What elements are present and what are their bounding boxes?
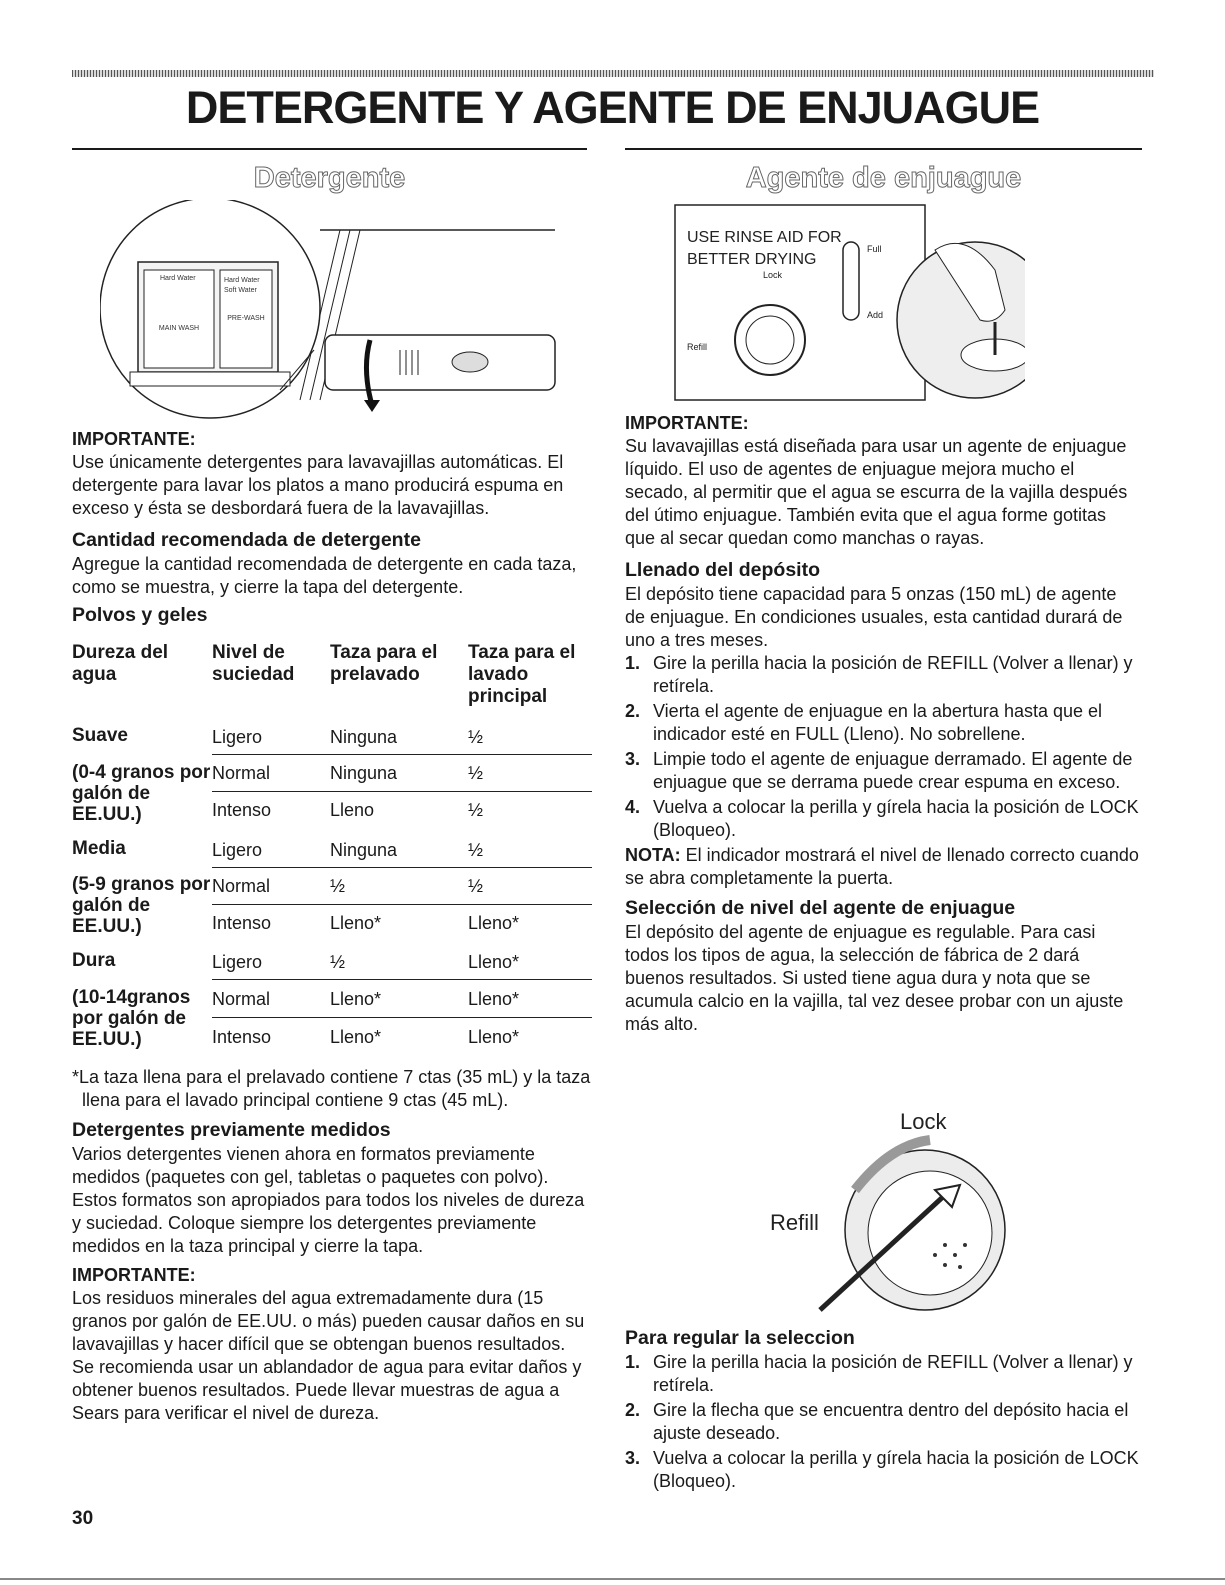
table-row (72, 831, 592, 868)
hardness-range: (10-14granos por galón de EE.UU.) (72, 986, 191, 1050)
table-cell: Lleno* (468, 952, 520, 972)
detergent-dispenser-illustration (100, 200, 590, 420)
premeasured-heading: Detergentes previamente medidos (72, 1118, 391, 1141)
table-cell: Normal (212, 980, 330, 1018)
important2-text: Los residuos minerales del agua extremadamente dura (15 granos por galón de EE.UU. o más) pueden causar daños en su lavavajillas y hacer difícil que se obtengan buenos resultados. Se recomienda usar un ablandador de agua para evitar daños y obtener buenos resultados. Puede llevar muestras de agua a Sears para verificar el nivel de dureza. (72, 1287, 585, 1423)
top-dotted-bar (72, 70, 1154, 77)
table-cell: Lleno* (330, 980, 468, 1018)
step-text: Gire la flecha que se encuentra dentro del depósito hacia el ajuste deseado. (653, 1400, 1129, 1443)
dial-refill-label: Refill (770, 1210, 819, 1235)
left-rule (72, 148, 587, 150)
rinse-aid-full-label: Full (867, 244, 882, 254)
table-cell: Ninguna (330, 839, 398, 860)
fill-text: El depósito tiene capacidad para 5 onzas (150 mL) de agente de enjuague. En condiciones usuales, esta cantidad durará de uno a tres meses. (625, 584, 1123, 650)
hardness-label: Suave (72, 725, 128, 746)
list-item: 3. Limpie todo el agente de enjuague derramado. El agente de enjuague que se derrama puede crear espuma en exceso. (625, 749, 1133, 792)
step-text: Vierta el agente de enjuague en la abertura hasta que el indicador esté en FULL (Lleno). No sobrellene. (653, 701, 1103, 744)
page-title: DETERGENTE Y AGENTE DE ENJUAGUE (185, 82, 1040, 133)
table-row (72, 980, 592, 1018)
note-text: El indicador mostrará el nivel de llenado correcto cuando se abra completamente la puerta. (625, 845, 1139, 888)
rinse-aid-dispenser-illustration (665, 200, 1025, 410)
table-cell: Lleno* (330, 1018, 468, 1058)
fill-steps (625, 652, 1140, 842)
table-cell: Ninguna (330, 727, 398, 747)
list-item: 3. Vuelva a colocar la perilla y gírela hacia la posición de LOCK (Bloqueo). (625, 1448, 1139, 1491)
table-cell: Lleno* (468, 980, 592, 1018)
rinse-aid-add-label: Add (867, 310, 884, 320)
table-row (72, 755, 592, 792)
fill-heading: Llenado del depósito (625, 559, 821, 581)
list-item: 4. Vuelva a colocar la perilla y gírela hacia la posición de LOCK (Bloqueo). (625, 797, 1139, 840)
right-column (625, 412, 1140, 1036)
table-cell: ½ (468, 792, 592, 831)
table-header-prewash: Taza para el prelavado (330, 642, 438, 685)
selection-text: El depósito del agente de enjuague es regulable. Para casi todos los tipos de agua, la selección de fábrica de 2 dará buenos resultados. Si usted tiene agua dura y nota que se acumula calcio en la vajilla, tal vez desee probar con un ajuste más alto. (625, 922, 1124, 1034)
table-cell: Lleno* (468, 904, 592, 943)
table-header-soil: Nivel de suciedad (212, 642, 295, 685)
soft-water-label: Soft Water (224, 287, 257, 294)
table-cell: Intenso (212, 1018, 330, 1058)
step-text: Limpie todo el agente de enjuague derramado. El agente de enjuague que se derrama puede crear espuma en exceso. (653, 749, 1133, 792)
premeasured-text: Varios detergentes vienen ahora en formatos previamente medidos (paquetes con gel, tabletas o paquetes con polvo). Estos formatos son apropiados para todos los niveles de dureza y suciedad. Coloque siempre los detergentes previamente medidos en la taza principal y cierre la tapa. (72, 1143, 585, 1256)
main-wash-label (159, 325, 199, 332)
list-item: 1. Gire la perilla hacia la posición de REFILL (Volver a llenar) y retírela. (625, 1352, 1133, 1395)
regulate-section (625, 1326, 1140, 1495)
powders-heading: Polvos y geles (72, 604, 208, 626)
page-number: 30 (72, 1508, 94, 1529)
rinse-aid-section-title: Agente de enjuague (745, 162, 1022, 194)
table-cell: ½ (468, 839, 484, 860)
table-header-hardness: Dureza del agua (72, 642, 169, 685)
hard-water-label-right: Hard Water (224, 277, 260, 284)
amount-text: Agregue la cantidad recomendada de detergente en cada taza, como se muestra, y cierre la tapa del detergente. (72, 554, 577, 597)
rinse-aid-refill-label: Refill (687, 342, 708, 352)
bottom-rule (0, 1578, 1225, 1580)
note-label: NOTA: (625, 845, 681, 865)
table-cell: Ninguna (330, 755, 468, 792)
svg-text:MAIN WASH: MAIN WASH (158, 325, 200, 332)
important-label: IMPORTANTE: (72, 429, 196, 449)
table-cell: ½ (468, 755, 592, 792)
table-cell: Intenso (212, 904, 330, 943)
regulate-heading: Para regular la seleccion (625, 1327, 855, 1349)
table-header-mainwash: Taza para el lavado principal (468, 642, 576, 707)
list-item: 1. Gire la perilla hacia la posición de REFILL (Volver a llenar) y retírela. (625, 653, 1133, 696)
table-cell: Intenso (212, 792, 330, 831)
right-rule (625, 148, 1142, 150)
step-text: Gire la perilla hacia la posición de REFILL (Volver a llenar) y retírela. (653, 653, 1133, 696)
table-cell: Lleno* (330, 904, 468, 943)
selection-heading: Selección de nivel del agente de enjuague (625, 897, 1016, 919)
table-row (72, 718, 592, 755)
rinse-aid-panel-line1: USE RINSE AID FOR (687, 229, 842, 246)
table-cell: ½ (468, 867, 592, 904)
table-cell: Lleno (330, 792, 468, 831)
table-cell: Ligero (212, 727, 263, 747)
rinse-important-label: IMPORTANTE: (625, 413, 749, 433)
step-text: Vuelva a colocar la perilla y gírela hacia la posición de LOCK (Bloqueo). (653, 1448, 1139, 1491)
step-text: Vuelva a colocar la perilla y gírela hacia la posición de LOCK (Bloqueo). (653, 797, 1139, 840)
table-cell: Ligero (212, 839, 263, 860)
table-row (72, 943, 592, 980)
table-cell: ½ (330, 952, 346, 972)
hard-water-label-left: Hard Water (160, 275, 196, 282)
step-text: Gire la perilla hacia la posición de REFILL (Volver a llenar) y retírela. (653, 1352, 1133, 1395)
table-row (72, 867, 592, 904)
list-item: 2. Gire la flecha que se encuentra dentro del depósito hacia el ajuste deseado. (625, 1400, 1129, 1443)
table-cell: ½ (468, 727, 484, 747)
left-column (72, 428, 592, 1425)
detergent-table (72, 632, 592, 1062)
amount-heading: Cantidad recomendada de detergente (72, 529, 421, 551)
regulate-steps (625, 1351, 1140, 1493)
table-footnote: *La taza llena para el prelavado contiene 7 ctas (35 mL) y la taza llena para el lavado principal contiene 9 ctas (45 mL). (72, 1066, 591, 1110)
rinse-aid-lock-label: Lock (763, 270, 783, 280)
detergent-section-title: Detergente (253, 162, 406, 194)
table-cell: Lleno* (468, 1018, 592, 1058)
hardness-range: (0-4 granos por galón de EE.UU.) (72, 761, 211, 825)
important2-label: IMPORTANTE: (72, 1264, 196, 1285)
dial-lock-label: Lock (900, 1109, 947, 1134)
rinse-aid-panel-line2: BETTER DRYING (687, 251, 817, 268)
pre-wash-label: PRE-WASH (227, 315, 265, 322)
table-cell: Normal (212, 867, 330, 904)
hardness-label: Media (72, 837, 126, 859)
table-cell: ½ (330, 867, 468, 904)
hardness-range: (5-9 granos por galón de EE.UU.) (72, 874, 211, 937)
rinse-important-text: Su lavavajillas está diseñada para usar un agente de enjuague líquido. El uso de agentes de enjuague mejora mucho el secado, al permitir que el agua se escurra de la vajilla después del útimo enjuague. También evita que el agua forme gotitas que al secar quedan como manchas o rayas. (625, 436, 1128, 548)
hardness-label: Dura (72, 950, 116, 971)
table-cell: Normal (212, 755, 330, 792)
rinse-aid-dial-illustration (760, 1095, 1020, 1320)
table-cell: Ligero (212, 952, 263, 972)
list-item: 2. Vierta el agente de enjuague en la abertura hasta que el indicador esté en FULL (Lleno). No sobrellene. (625, 701, 1103, 744)
important-text: Use únicamente detergentes para lavavajillas automáticas. El detergente para lavar los platos a mano producirá espuma en exceso y ésta se desbordará fuera de la lavavajillas. (72, 452, 564, 518)
